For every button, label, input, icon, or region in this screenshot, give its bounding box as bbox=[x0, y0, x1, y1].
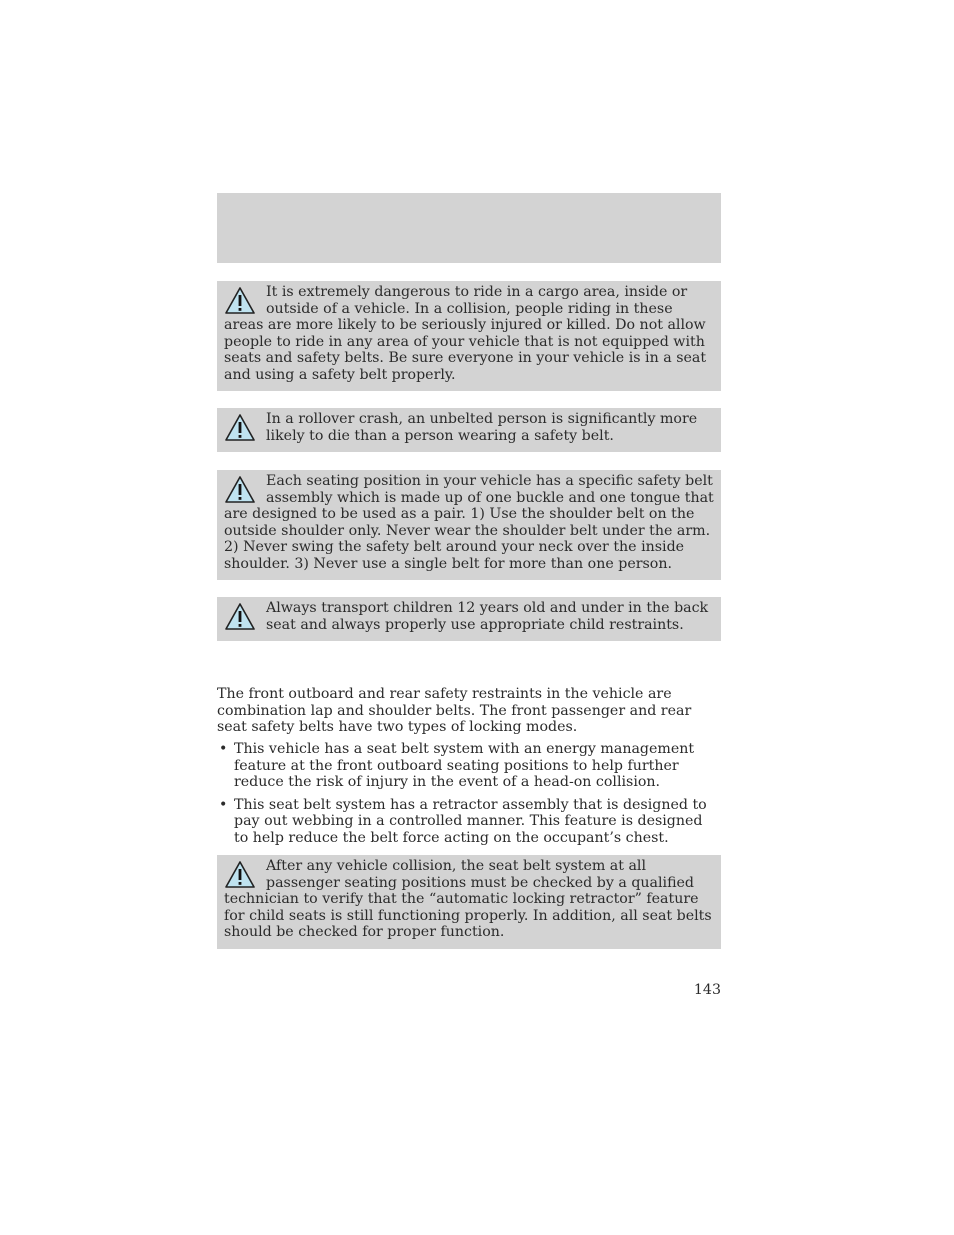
list-item-text: This vehicle has a seat belt system with an energy management feature at the front outboard seating positions to help further reduce the risk of injury in the event of a head-on collision. bbox=[234, 741, 695, 790]
header-band bbox=[217, 193, 721, 263]
warning-text: Always transport children 12 years old and under in the back seat and always properly use appropriate child restraints. bbox=[266, 600, 709, 633]
warning-box bbox=[217, 855, 721, 949]
page-number: 143 bbox=[693, 982, 721, 998]
warning-triangle-icon bbox=[224, 286, 256, 316]
warning-box bbox=[217, 281, 721, 391]
warning-triangle-icon bbox=[224, 413, 256, 443]
warning-box bbox=[217, 597, 721, 641]
warning-box bbox=[217, 470, 721, 580]
warning-text: In a rollover crash, an unbelted person is significantly more likely to die than a person wearing a safety belt. bbox=[266, 411, 698, 444]
bullet-marker: • bbox=[219, 741, 228, 757]
warning-triangle-icon bbox=[224, 475, 256, 505]
list-item-text: This seat belt system has a retractor assembly that is designed to pay out webbing in a controlled manner. This feature is designed to help reduce the belt force acting on the occupant’s chest. bbox=[234, 796, 707, 846]
warning-triangle-icon bbox=[224, 860, 256, 890]
warning-triangle-icon bbox=[224, 602, 256, 632]
list-item bbox=[217, 797, 721, 847]
warning-text: It is extremely dangerous to ride in a cargo area, inside or outside of a vehicle. In a collision, people riding in these areas are more likely to be seriously injured or killed. Do not allow people to ride in any area of your vehicle that is not equipped with seats and safety belts. Be sure everyone in your vehicle is in a seat and using a safety belt properly. bbox=[224, 284, 707, 383]
feature-list bbox=[217, 741, 721, 852]
warning-box bbox=[217, 408, 721, 452]
intro-paragraph: The front outboard and rear safety restraints in the vehicle are combination lap and shoulder belts. The front passenger and rear seat safety belts have two types of locking modes. bbox=[217, 686, 692, 735]
bullet-marker: • bbox=[219, 796, 228, 813]
warning-text: Each seating position in your vehicle has a specific safety belt assembly which is made up of one buckle and one tongue that are designed to be used as a pair. 1) Use the shoulder belt on the outside shoulder only. Never wear the shoulder belt under the arm. 2) Never swing the safety belt around your neck over the inside shoulder. 3) Never use a single belt for more than one person. bbox=[224, 473, 714, 572]
list-item bbox=[217, 741, 721, 791]
warning-text: After any vehicle collision, the seat belt system at all passenger seating positions must be checked by a qualified technician to verify that the “automatic locking retractor” feature for child seats is still functioning properly. In addition, all seat belts should be checked for proper function. bbox=[224, 858, 712, 940]
